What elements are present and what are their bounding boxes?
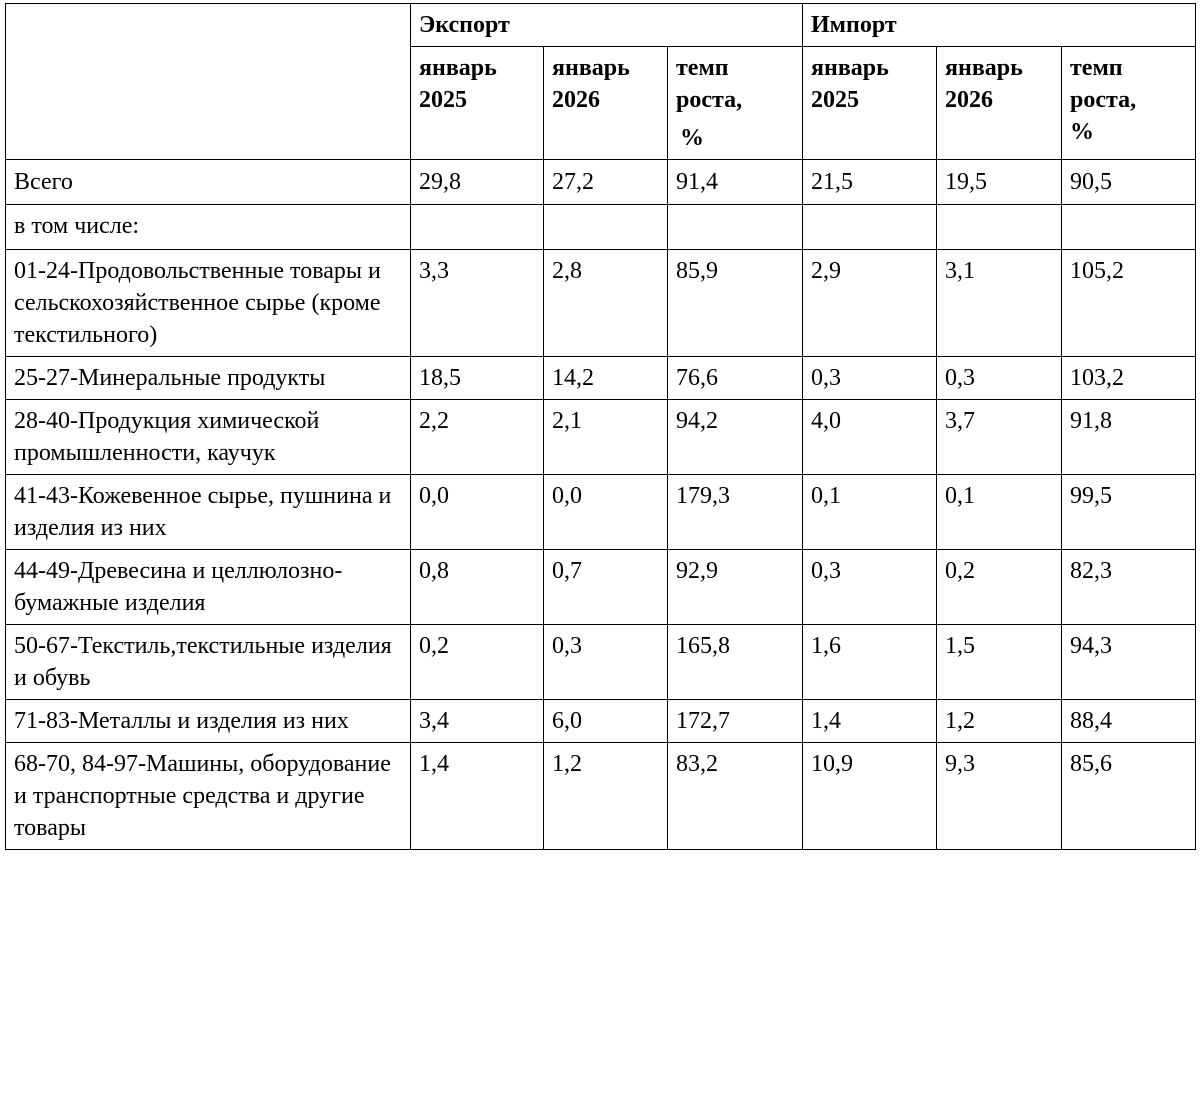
cell-value: 2,1: [544, 400, 668, 475]
cell-value: 94,3: [1062, 625, 1196, 700]
import-jan-2026-header: [937, 47, 1062, 160]
header-line: январь: [419, 55, 497, 81]
cell-value: 85,9: [668, 250, 803, 357]
export-growth-header: [668, 47, 803, 160]
cell-value: 9,3: [937, 743, 1062, 850]
cell-value: 105,2: [1062, 250, 1196, 357]
cell-value: 6,0: [544, 700, 668, 743]
cell-value: 3,3: [411, 250, 544, 357]
export-jan-2025-header: [411, 47, 544, 160]
row-label: 41-43-Кожевенное сырье, пушнина и изделия из них: [6, 475, 411, 550]
cell-value: 2,9: [803, 250, 937, 357]
cell-value: 3,7: [937, 400, 1062, 475]
row-label: 50-67-Текстиль,текстильные изделия и обувь: [6, 625, 411, 700]
cell-value: 172,7: [668, 700, 803, 743]
cell-value: 21,5: [803, 160, 937, 205]
cell-value: 0,8: [411, 550, 544, 625]
cell-value: 1,6: [803, 625, 937, 700]
cell-value: 82,3: [1062, 550, 1196, 625]
cell-value: 1,4: [411, 743, 544, 850]
cell-value: 83,2: [668, 743, 803, 850]
header-line: 2026: [945, 87, 993, 113]
import-jan-2025-header: [803, 47, 937, 160]
cell-value: 91,8: [1062, 400, 1196, 475]
cell-value: 27,2: [544, 160, 668, 205]
cell-value: 0,1: [803, 475, 937, 550]
header-line: темп: [1070, 55, 1123, 81]
cell-value: 92,9: [668, 550, 803, 625]
cell-value: 19,5: [937, 160, 1062, 205]
table-row: [6, 357, 1196, 400]
cell-value: 1,5: [937, 625, 1062, 700]
table-row: [6, 250, 1196, 357]
cell-value: 4,0: [803, 400, 937, 475]
row-label: 68-70, 84-97-Машины, оборудование и транспортные средства и другие товары: [6, 743, 411, 850]
cell-value: 1,2: [544, 743, 668, 850]
cell-value: 3,4: [411, 700, 544, 743]
header-line: январь: [945, 55, 1023, 81]
cell-value: 0,3: [803, 550, 937, 625]
cell-value: [1062, 205, 1196, 250]
cell-value: 91,4: [668, 160, 803, 205]
row-label: 25-27-Минеральные продукты: [6, 357, 411, 400]
row-label: Всего: [6, 160, 411, 205]
table-row: [6, 550, 1196, 625]
cell-value: 18,5: [411, 357, 544, 400]
cell-value: 0,0: [411, 475, 544, 550]
row-label: в том числе:: [6, 205, 411, 250]
cell-value: [803, 205, 937, 250]
header-line: 2025: [811, 87, 859, 113]
row-label: 71-83-Металлы и изделия из них: [6, 700, 411, 743]
header-line: 2025: [419, 87, 467, 113]
header-line: январь: [811, 55, 889, 81]
header-line: роста,: [1070, 87, 1137, 113]
cell-value: 85,6: [1062, 743, 1196, 850]
header-line: январь: [552, 55, 630, 81]
table-row-total: [6, 160, 1196, 205]
row-label: 44-49-Древесина и целлюлозно-бумажные изделия: [6, 550, 411, 625]
corner-cell: [6, 4, 411, 160]
cell-value: [544, 205, 668, 250]
cell-value: 10,9: [803, 743, 937, 850]
header-line: роста,: [676, 87, 743, 113]
cell-value: 179,3: [668, 475, 803, 550]
cell-value: [411, 205, 544, 250]
cell-value: [668, 205, 803, 250]
header-line: %: [1070, 119, 1094, 145]
cell-value: 2,2: [411, 400, 544, 475]
cell-value: 29,8: [411, 160, 544, 205]
import-growth-header: [1062, 47, 1196, 160]
table-row: [6, 700, 1196, 743]
table-row: [6, 743, 1196, 850]
row-label: 28-40-Продукция химической промышленности, каучук: [6, 400, 411, 475]
cell-value: [937, 205, 1062, 250]
cell-value: 14,2: [544, 357, 668, 400]
header-group-row: [6, 4, 1196, 47]
trade-table: [5, 3, 1196, 850]
table-row-subheading: [6, 205, 1196, 250]
import-header: Импорт: [803, 4, 1196, 47]
cell-value: 103,2: [1062, 357, 1196, 400]
export-jan-2026-header: [544, 47, 668, 160]
cell-value: 0,2: [937, 550, 1062, 625]
row-label: 01-24-Продовольственные товары и сельскохозяйственное сырье (кроме текстильного): [6, 250, 411, 357]
cell-value: 90,5: [1062, 160, 1196, 205]
cell-value: 3,1: [937, 250, 1062, 357]
header-line: %: [680, 125, 704, 151]
table-row: [6, 475, 1196, 550]
cell-value: 0,0: [544, 475, 668, 550]
header-line: темп: [676, 55, 729, 81]
cell-value: 0,7: [544, 550, 668, 625]
cell-value: 2,8: [544, 250, 668, 357]
cell-value: 0,3: [544, 625, 668, 700]
cell-value: 76,6: [668, 357, 803, 400]
cell-value: 1,2: [937, 700, 1062, 743]
table-row: [6, 400, 1196, 475]
header-line: 2026: [552, 87, 600, 113]
cell-value: 88,4: [1062, 700, 1196, 743]
cell-value: 94,2: [668, 400, 803, 475]
cell-value: 0,2: [411, 625, 544, 700]
cell-value: 0,3: [937, 357, 1062, 400]
cell-value: 1,4: [803, 700, 937, 743]
cell-value: 165,8: [668, 625, 803, 700]
cell-value: 0,1: [937, 475, 1062, 550]
cell-value: 99,5: [1062, 475, 1196, 550]
cell-value: 0,3: [803, 357, 937, 400]
export-header: Экспорт: [411, 4, 803, 47]
table-row: [6, 625, 1196, 700]
